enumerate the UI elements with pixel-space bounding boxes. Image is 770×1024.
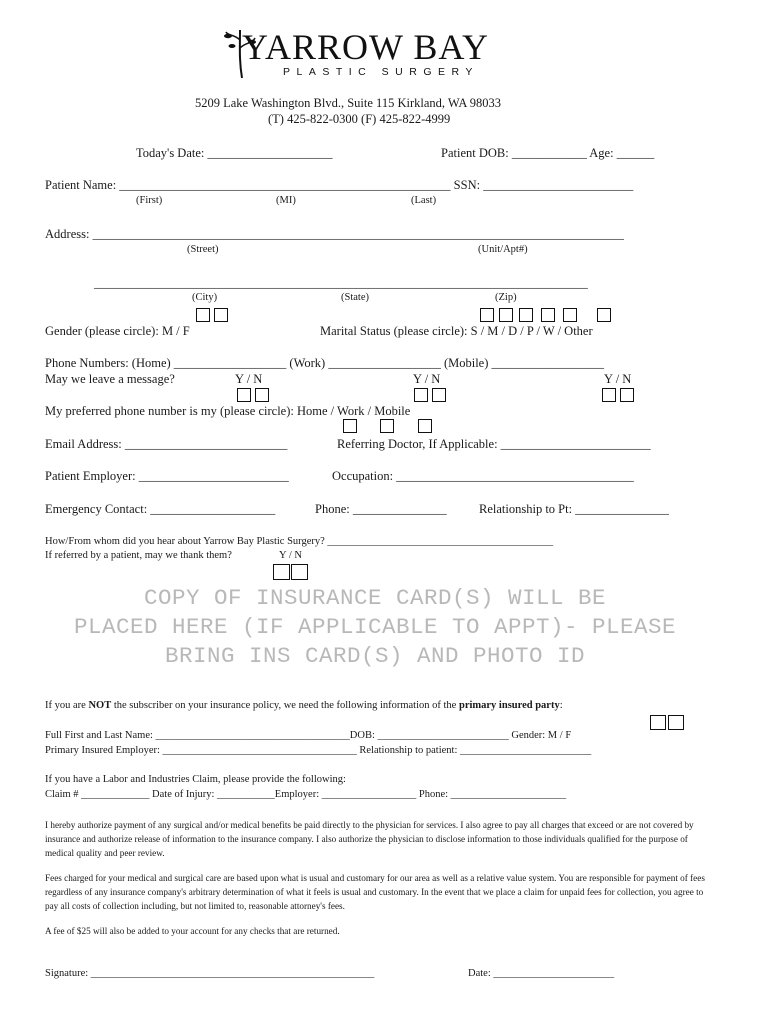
gender-field: Gender (please circle): M / F bbox=[45, 324, 190, 338]
name-last-label: (Last) bbox=[411, 195, 437, 206]
mobile-y-checkbox[interactable] bbox=[602, 388, 616, 402]
state-label: (State) bbox=[341, 292, 369, 303]
referred-n-checkbox[interactable] bbox=[291, 564, 308, 580]
work-yn-label: Y / N bbox=[413, 372, 441, 386]
insured-gender-f-checkbox[interactable] bbox=[668, 715, 684, 730]
returned-check-fee: A fee of $25 will also be added to your account for any checks that are returned. bbox=[45, 926, 340, 936]
city-state-zip-line[interactable]: _______________________________________________________________________________ bbox=[94, 276, 588, 290]
authorization-paragraph: I hereby authorize payment of any surgical and/or medical benefits be paid directly to the physician for services. I also agree to pay all charges that exceed or are not covered by insurance and authorize release of information to the insurance company. I also authorize the physician to disclose information to those individuals qualified for the purpose of medical quality and peer review. bbox=[45, 820, 694, 858]
unit-label: (Unit/Apt#) bbox=[478, 244, 528, 255]
primary-insured-employer-field[interactable]: Primary Insured Employer: _____________________________________ Relationship to patient: _________________________ bbox=[45, 745, 592, 756]
insured-gender-m-checkbox[interactable] bbox=[650, 715, 666, 730]
relationship-field[interactable]: Relationship to Pt: _______________ bbox=[479, 502, 669, 516]
referring-doctor-field[interactable]: Referring Doctor, If Applicable: ________________________ bbox=[337, 437, 651, 451]
signature-field[interactable]: Signature: ______________________________________________________ bbox=[45, 968, 375, 979]
marital-m-checkbox[interactable] bbox=[499, 308, 513, 322]
subscriber-intro-not: NOT bbox=[88, 700, 112, 711]
address-field[interactable]: Address: _____________________________________________________________________________________ bbox=[45, 227, 624, 241]
insurance-notice bbox=[30, 584, 720, 671]
how-heard-field[interactable]: How/From whom did you hear about Yarrow Bay Plastic Surgery? ___________________________________________ bbox=[45, 536, 554, 547]
marital-other-checkbox[interactable] bbox=[597, 308, 611, 322]
patient-dob-field[interactable]: Patient DOB: ____________ Age: ______ bbox=[441, 146, 655, 160]
patient-name-field[interactable]: Patient Name: _____________________________________________________ SSN: ________________________ bbox=[45, 178, 634, 192]
subscriber-intro-party: primary insured party bbox=[458, 700, 560, 711]
subscriber-intro bbox=[45, 701, 563, 712]
referred-yn-label: Y / N bbox=[279, 550, 302, 561]
preferred-home-checkbox[interactable] bbox=[343, 419, 357, 433]
insurance-notice-line-2: PLACED HERE (IF APPLICABLE TO APPT)- PLEASE bbox=[73, 614, 677, 640]
gender-f-checkbox[interactable] bbox=[214, 308, 228, 322]
referred-thank-label: If referred by a patient, may we thank them? bbox=[45, 550, 232, 561]
preferred-phone-field: My preferred phone number is my (please circle): Home / Work / Mobile bbox=[45, 404, 411, 418]
mobile-n-checkbox[interactable] bbox=[620, 388, 634, 402]
work-n-checkbox[interactable] bbox=[432, 388, 446, 402]
email-field[interactable]: Email Address: __________________________ bbox=[45, 437, 288, 451]
subscriber-intro-b: the subscriber on your insurance policy, we need the following information of the bbox=[111, 700, 459, 711]
preferred-mobile-checkbox[interactable] bbox=[418, 419, 432, 433]
clinic-address: 5209 Lake Washington Blvd., Suite 115 Kirkland, WA 98033 bbox=[195, 96, 502, 110]
marital-s-checkbox[interactable] bbox=[480, 308, 494, 322]
emergency-contact-field[interactable]: Emergency Contact: ____________________ bbox=[45, 502, 276, 516]
emergency-phone-field[interactable]: Phone: _______________ bbox=[315, 502, 447, 516]
todays-date-field[interactable]: Today's Date: ____________________ bbox=[136, 146, 333, 160]
subscriber-intro-end: : bbox=[559, 700, 563, 711]
occupation-field[interactable]: Occupation: ______________________________________ bbox=[332, 469, 634, 483]
leave-message-label: May we leave a message? bbox=[45, 372, 175, 386]
phone-numbers-field[interactable]: Phone Numbers: (Home) __________________ (Work) __________________ (Mobile) __________________ bbox=[45, 356, 605, 370]
street-label: (Street) bbox=[187, 244, 219, 255]
marital-w-checkbox[interactable] bbox=[563, 308, 577, 322]
gender-m-checkbox[interactable] bbox=[196, 308, 210, 322]
logo-name: YARROW BAY bbox=[242, 27, 490, 67]
home-yn-label: Y / N bbox=[235, 372, 263, 386]
city-label: (City) bbox=[192, 292, 218, 303]
logo-subtitle: PLASTIC SURGERY bbox=[283, 66, 479, 78]
insured-full-name-field[interactable]: Full First and Last Name: _____________________________________DOB: _________________________ Gender: M / F bbox=[45, 730, 572, 741]
labor-claim-fields[interactable]: Claim # _____________ Date of Injury: ___________Employer: __________________ Phone: ______________________ bbox=[45, 789, 567, 800]
name-mi-label: (MI) bbox=[276, 195, 296, 206]
marital-status-field: Marital Status (please circle): S / M / D / P / W / Other bbox=[320, 324, 593, 338]
signature-date-field[interactable]: Date: _______________________ bbox=[468, 968, 615, 979]
home-n-checkbox[interactable] bbox=[255, 388, 269, 402]
fees-paragraph: Fees charged for your medical and surgical care are based upon what is usual and customary for our area as well as a relative value system. You are responsible for payment of fees regardless of any insurance company's arbitrary determination of what it feels is usual and customary. In the event that we place a claim for unpaid fees for collection, you agree to pay all costs of collection including, but not limited to, reasonable attorney's fees. bbox=[45, 873, 705, 911]
referred-y-checkbox[interactable] bbox=[273, 564, 290, 580]
subscriber-intro-a: If you are bbox=[45, 700, 89, 711]
insurance-notice-line-1: COPY OF INSURANCE CARD(S) WILL BE bbox=[143, 585, 607, 611]
name-first-label: (First) bbox=[136, 195, 163, 206]
home-y-checkbox[interactable] bbox=[237, 388, 251, 402]
preferred-work-checkbox[interactable] bbox=[380, 419, 394, 433]
work-y-checkbox[interactable] bbox=[414, 388, 428, 402]
insurance-notice-line-3: BRING INS CARD(S) AND PHOTO ID bbox=[164, 643, 586, 669]
marital-p-checkbox[interactable] bbox=[541, 308, 555, 322]
marital-d-checkbox[interactable] bbox=[519, 308, 533, 322]
mobile-yn-label: Y / N bbox=[604, 372, 632, 386]
patient-employer-field[interactable]: Patient Employer: ________________________ bbox=[45, 469, 289, 483]
labor-claim-intro: If you have a Labor and Industries Claim, please provide the following: bbox=[45, 774, 346, 785]
zip-label: (Zip) bbox=[495, 292, 517, 303]
clinic-phones: (T) 425-822-0300 (F) 425-822-4999 bbox=[268, 112, 451, 126]
